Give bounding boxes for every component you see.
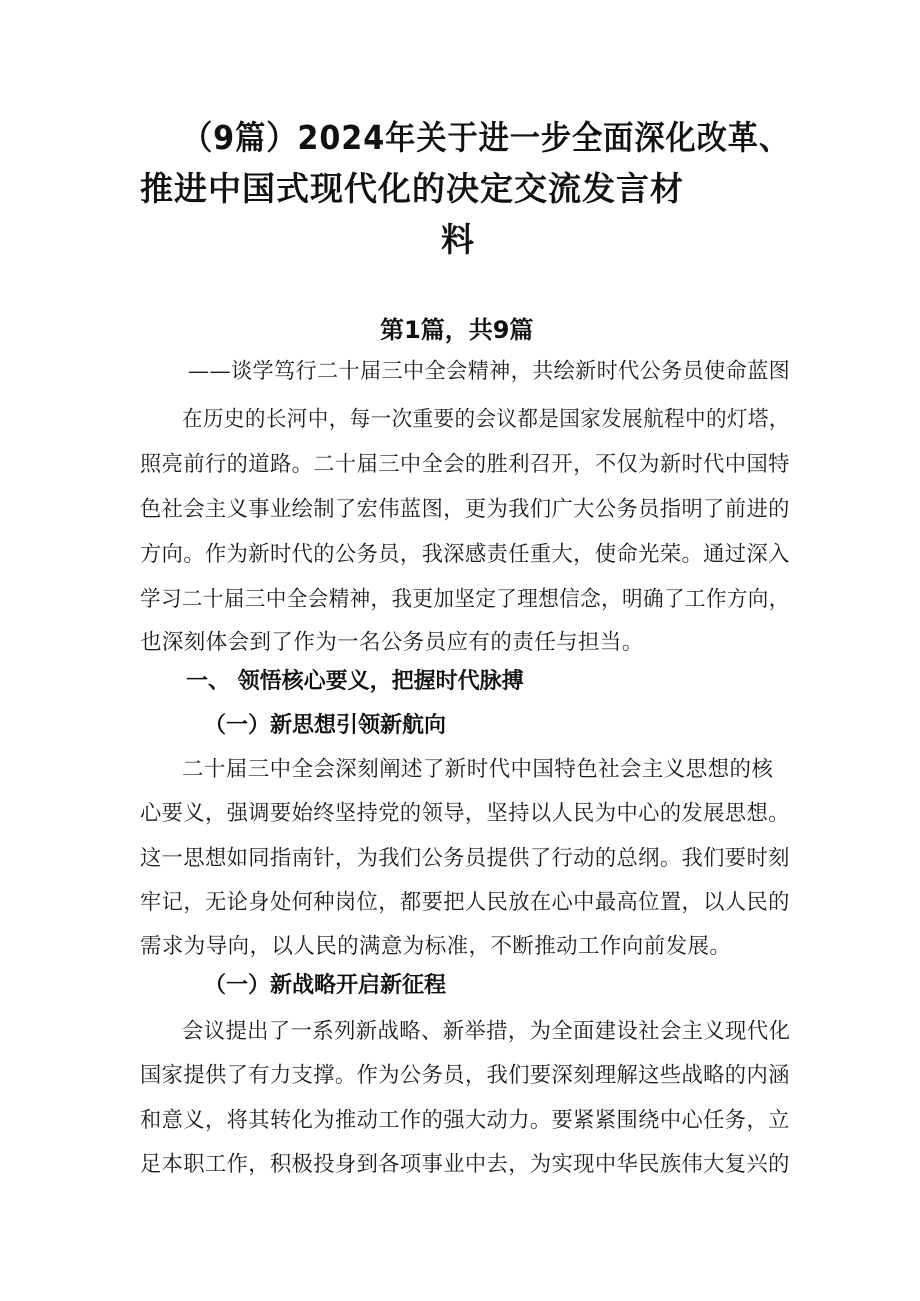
intro-line: 也深刻体会到了作为一名公务员应有的责任与担当。 xyxy=(140,630,644,655)
document-title-line-3: 料 xyxy=(441,220,475,259)
document-title-line-1: （9篇）2024年关于进一步全面深化改革、 xyxy=(182,118,791,157)
body-line: 需求为导向，以人民的满意为标准，不断推动工作向前发展。 xyxy=(140,934,732,959)
section-heading: 一、 领悟核心要义，把握时代脉搏 xyxy=(186,669,524,694)
subsection-heading: （一）新战略开启新征程 xyxy=(204,973,447,998)
body-line: 足本职工作，积极投身到各项事业中去，为实现中华民族伟大复兴的 xyxy=(140,1152,790,1177)
body-line: 二十届三中全会深刻阐述了新时代中国特色社会主义思想的核 xyxy=(182,757,774,782)
chapter-label: 第1篇，共9篇 xyxy=(380,316,534,344)
body-line: 和意义，将其转化为推动工作的强大动力。要紧紧围绕中心任务，立 xyxy=(140,1108,790,1133)
body-line: 心要义，强调要始终坚持党的领导，坚持以人民为中心的发展思想。 xyxy=(140,801,790,826)
subtitle: ——谈学笃行二十届三中全会精神，共绘新时代公务员使命蓝图 xyxy=(188,359,791,384)
intro-line: 学习二十届三中全会精神，我更加坚定了理想信念，明确了工作方向， xyxy=(140,587,790,612)
intro-line: 照亮前行的道路。二十届三中全会的胜利召开，不仅为新时代中国特 xyxy=(140,452,790,477)
body-line: 牢记，无论身处何种岗位，都要把人民放在心中最高位置，以人民的 xyxy=(140,890,790,915)
intro-line: 色社会主义事业绘制了宏伟蓝图，更为我们广大公务员指明了前进的 xyxy=(140,497,790,522)
intro-line: 在历史的长河中，每一次重要的会议都是国家发展航程中的灯塔， xyxy=(182,407,790,432)
body-line: 会议提出了一系列新战略、新举措，为全面建设社会主义现代化 xyxy=(182,1019,791,1044)
body-line: 这一思想如同指南针，为我们公务员提供了行动的总纲。我们要时刻 xyxy=(140,846,790,871)
intro-line: 方向。作为新时代的公务员，我深感责任重大，使命光荣。通过深入 xyxy=(140,542,790,567)
subsection-heading: （一）新思想引领新航向 xyxy=(204,713,447,738)
body-line: 国家提供了有力支撑。作为公务员，我们要深刻理解这些战略的内涵 xyxy=(140,1063,790,1088)
document-title-line-2: 推进中国式现代化的决定交流发言材 xyxy=(140,169,684,208)
